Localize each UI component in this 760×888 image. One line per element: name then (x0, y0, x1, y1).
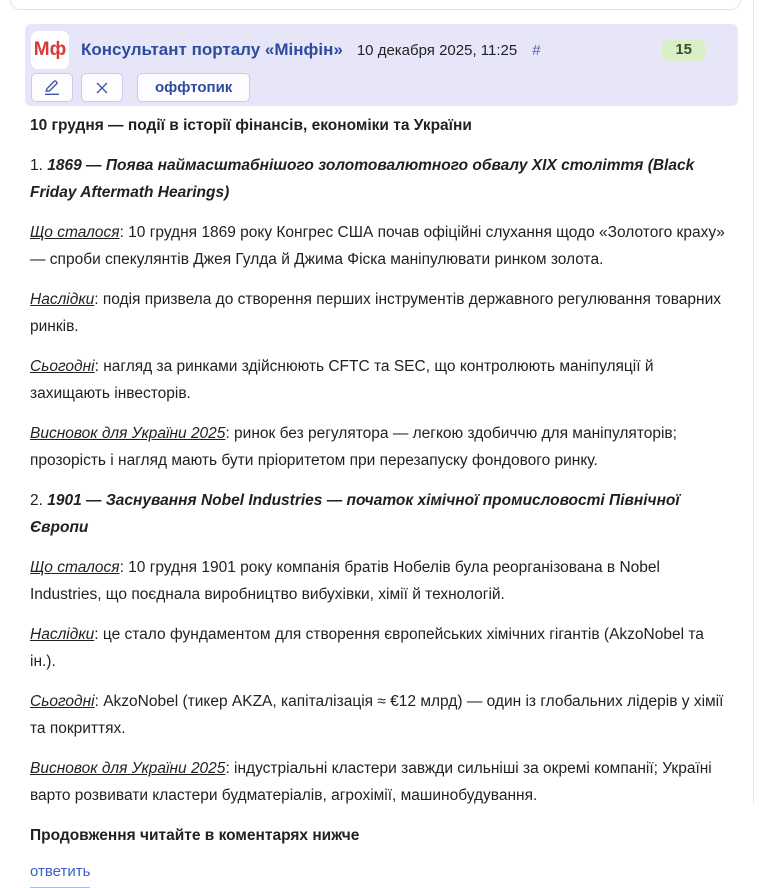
comment-header (25, 24, 738, 106)
score-badge[interactable]: 15 (662, 39, 705, 61)
page-right-border (753, 0, 754, 804)
paragraph-text: : ринок без регулятора — легкою здобиччю для маніпуляторів; прозорість і нагляд мають бути пріоритетом при перезапуску фондового ринку. (30, 425, 677, 469)
section-1-number: 1. (30, 157, 43, 174)
author-name[interactable]: Консультант порталу «Мінфін» (81, 40, 343, 59)
paragraph-label: Наслідки (30, 291, 95, 308)
anchor-link[interactable]: # (532, 41, 541, 59)
offtopic-button[interactable]: оффтопик (137, 73, 250, 102)
section-2-number: 2. (30, 492, 43, 509)
paragraph-text: : подія призвела до створення перших інструментів державного регулювання товарних ринків. (30, 291, 722, 335)
post-title: 10 грудня — події в історії фінансів, економіки та України (30, 117, 472, 134)
section-2-heading (30, 487, 732, 541)
section-1-heading (30, 152, 732, 206)
section-1-heading-text: 1869 — Поява наймасштабнішого золотовалютного обвалу XIX століття (Black Friday Aftermath Hearings) (30, 157, 695, 201)
paragraph (30, 554, 732, 608)
delete-button[interactable] (81, 73, 123, 102)
paragraph-text: : AkzoNobel (тикер AKZA, капіталізація ≈ €12 млрд) — один із глобальних лідерів у хімії та покриттях. (30, 693, 724, 737)
paragraph-label: Сьогодні (30, 358, 95, 375)
paragraph (30, 755, 732, 809)
close-icon (94, 80, 110, 96)
paragraph-text: : нагляд за ринками здійснюють CFTC та SEC, що контролюють маніпуляції й захищають інвесторів. (30, 358, 654, 402)
edit-button[interactable] (31, 73, 73, 102)
paragraph-text: : індустріальні кластери завжди сильніші за окремі компанії; Україні варто розвивати кластери будматеріалів, агрохімії, машинобудування. (30, 760, 712, 804)
paragraph-label: Сьогодні (30, 693, 95, 710)
paragraph (30, 621, 732, 675)
paragraph-label: Висновок для України 2025 (30, 760, 226, 777)
footer-note: Продовження читайте в коментарях нижче (30, 827, 360, 844)
paragraph-label: Що сталося (30, 559, 120, 576)
comment-header-top (31, 31, 732, 69)
section-2-heading-text: 1901 — Заснування Nobel Industries — початок хімічної промисловості Північної Європи (30, 492, 680, 536)
paragraph (30, 420, 732, 474)
paragraph-text: : 10 грудня 1869 року Конгрес США почав офіційні слухання щодо «Золотого краху» — спроби спекулянтів Джея Гулда й Джима Фіска маніпулювати ринком золота. (30, 224, 725, 268)
timestamp: 10 декабря 2025, 11:25 (356, 41, 518, 59)
paragraph-text: : 10 грудня 1901 року компанія братів Нобелів була реорганізована в Nobel Industries, що поєднала виробництво вибухівки, хімії й технологій. (30, 559, 660, 603)
paragraph-label: Що сталося (30, 224, 120, 241)
paragraph (30, 688, 732, 742)
paragraph-text: : це стало фундаментом для створення європейських хімічних гігантів (AkzoNobel та ін.). (30, 626, 704, 670)
previous-comment-divider (10, 0, 741, 10)
paragraph (30, 219, 732, 273)
comment-actions (31, 73, 732, 102)
paragraph-label: Висновок для України 2025 (30, 425, 226, 442)
pencil-icon (43, 79, 61, 96)
paragraph-label: Наслідки (30, 626, 95, 643)
reply-link[interactable]: ответить (30, 858, 90, 888)
paragraph (30, 286, 732, 340)
paragraph (30, 353, 732, 407)
avatar[interactable]: Мф (31, 31, 69, 69)
comment-body (30, 112, 732, 888)
